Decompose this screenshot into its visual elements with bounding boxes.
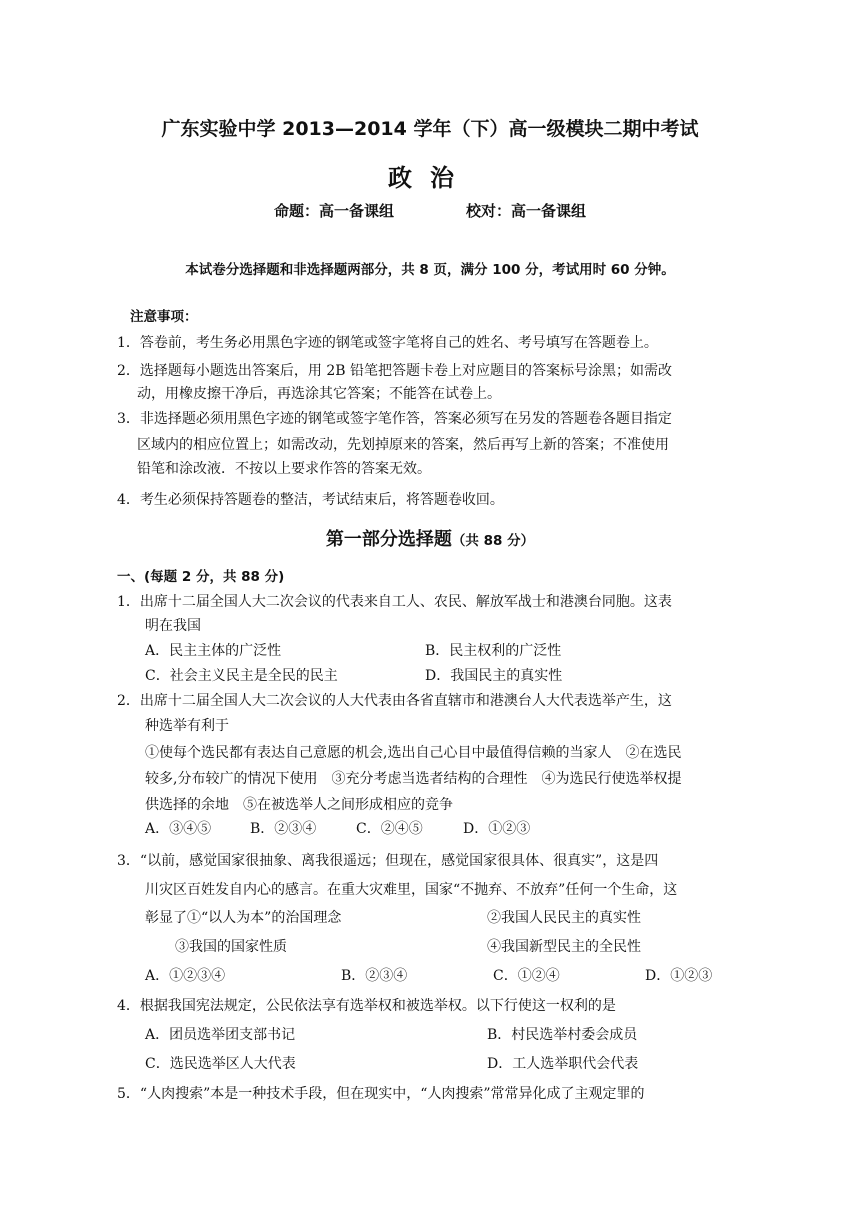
exam-title: 广东实验中学 2013—2014 学年（下）高一级模块二期中考试 [161, 118, 699, 140]
authors-line [0, 200, 860, 221]
q3-option-d: D．①②③ [645, 968, 713, 984]
q1-option-c: C．社会主义民主是全民的民主 [145, 668, 338, 684]
q4-option-c: C．选民选举区人大代表 [145, 1056, 296, 1072]
q3-option-a: A．①②③④ [145, 968, 226, 984]
q2-option-d: D．①②③ [463, 821, 531, 837]
note-item: 2．选择题每小题选出答案后，用 2B 铅笔把答题卡卷上对应题目的答案标号涂黑；如需改 [117, 363, 673, 379]
note-item: 区域内的相应位置上；如需改动，先划掉原来的答案，然后再写上新的答案；不准使用 [137, 437, 669, 453]
q2-option-c: C．②④⑤ [356, 821, 423, 837]
question-2-stem-cont: 种选举有利于 [145, 718, 229, 734]
q3-statement-3: ③我国的国家性质 [175, 939, 287, 955]
question-2-body: 较多,分布较广的情况下使用 ③充分考虑当选者结构的合理性 ④为选民行使选举权提 [145, 771, 682, 787]
question-1-stem-cont: 明在我国 [145, 618, 201, 634]
note-item: 动，用橡皮擦干净后，再选涂其它答案；不能答在试卷上。 [137, 386, 501, 402]
question-1-stem: 1．出席十二届全国人大二次会议的代表来自工人、农民、解放军战士和港澳台同胞。这表 [117, 594, 672, 610]
q2-option-a: A．③④⑤ [145, 821, 212, 837]
question-5-stem: 5．“人肉搜索”本是一种技术手段，但在现实中，“人肉搜索”常常异化成了主观定罪的 [117, 1086, 645, 1102]
question-2-body: 供选择的余地 ⑤在被选举人之间形成相应的竞争 [145, 797, 453, 813]
notes-heading: 注意事项： [130, 309, 198, 325]
note-item: 3．非选择题必须用黑色字迹的钢笔或签字笔作答，答案必须写在另发的答题卷各题目指定 [117, 411, 672, 427]
q3-option-b: B．②③④ [341, 968, 408, 984]
q2-option-b: B．②③④ [250, 821, 317, 837]
checker-label: 校对：高一备课组 [466, 202, 587, 220]
note-item: 1．答卷前，考生务必用黑色字迹的钢笔或签字笔将自己的姓名、考号填写在答题卷上。 [117, 335, 658, 351]
q3-statement-4: ④我国新型民主的全民性 [487, 939, 641, 955]
section-points: （共 88 分） [451, 533, 535, 549]
q3-statement-1: 彰显了①“以人为本”的治国理念 [145, 910, 342, 926]
q1-option-d: D．我国民主的真实性 [425, 668, 563, 684]
q4-option-a: A．团员选举团支部书记 [145, 1027, 296, 1043]
section-title-text: 第一部分选择题 [325, 529, 452, 550]
section-title [0, 525, 860, 551]
part-heading: 一、(每题 2 分，共 88 分) [117, 569, 285, 585]
q3-option-c: C．①②④ [493, 968, 560, 984]
exam-summary: 本试卷分选择题和非选择题两部分，共 8 页，满分 100 分，考试用时 60 分钟。 [185, 262, 675, 278]
question-3-stem: 3．“以前，感觉国家很抽象、离我很遥远；但现在，感觉国家很具体、很真实”，这是四 [117, 853, 659, 869]
question-2-body: ①使每个选民都有表达自己意愿的机会,选出自己心目中最值得信赖的当家人 ②在选民 [145, 745, 682, 761]
q1-option-a: A．民主主体的广泛性 [145, 643, 282, 659]
q1-option-b: B．民主权利的广泛性 [425, 643, 562, 659]
q4-option-b: B．村民选举村委会成员 [487, 1027, 638, 1043]
note-item: 铅笔和涂改液．不按以上要求作答的答案无效。 [137, 461, 431, 477]
setter-label: 命题：高一备课组 [273, 202, 394, 220]
question-3-stem-cont: 川灾区百姓发自内心的感言。在重大灾难里，国家“不抛弃、不放弃”任何一个生命，这 [145, 882, 678, 898]
q4-option-d: D．工人选举职代会代表 [487, 1056, 639, 1072]
q3-statement-2: ②我国人民民主的真实性 [487, 910, 641, 926]
note-item: 4．考生必须保持答题卷的整洁，考试结束后，将答题卷收回。 [117, 492, 504, 508]
subject-title: 政治 [388, 164, 472, 192]
question-4-stem: 4．根据我国宪法规定，公民依法享有选举权和被选举权。以下行使这一权利的是 [117, 998, 616, 1014]
question-2-stem: 2．出席十二届全国人大二次会议的人大代表由各省直辖市和港澳台人大代表选举产生，这 [117, 693, 672, 709]
